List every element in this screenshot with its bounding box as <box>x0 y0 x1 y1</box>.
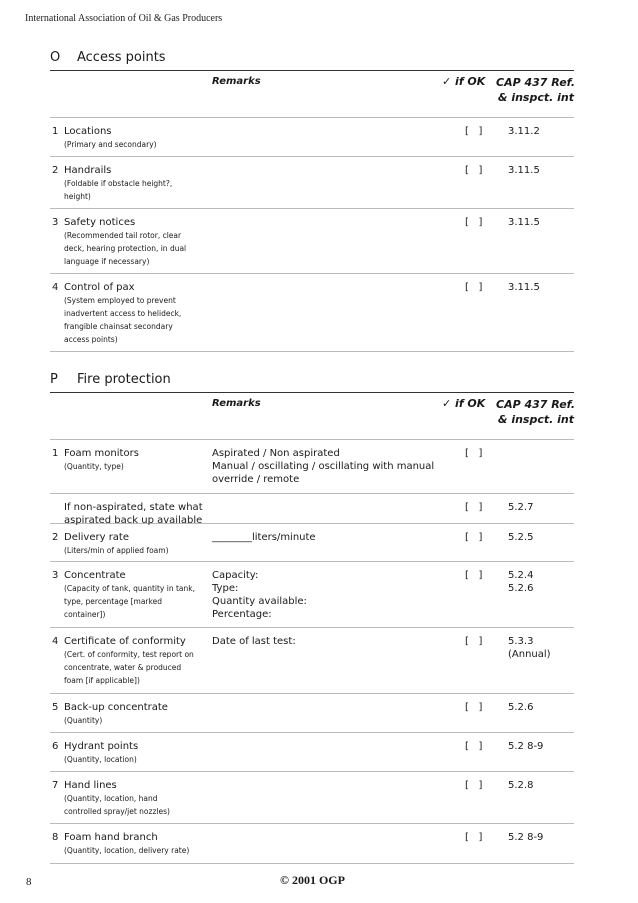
ok-checkbox[interactable]: [ ] <box>465 502 483 513</box>
section-name: Access points <box>77 50 166 65</box>
checklist-row <box>50 157 574 209</box>
section-name: Fire protection <box>77 372 171 387</box>
section-access-points <box>50 50 574 352</box>
header-ok: ✓ if OK <box>442 397 486 410</box>
description-line: container]) <box>64 610 106 619</box>
reference-line: 3.11.5 <box>508 217 540 228</box>
description-line: (System employed to prevent <box>64 296 176 305</box>
remarks-line: Percentage: <box>212 609 272 620</box>
row-description <box>64 844 212 857</box>
description-line: (Quantity, location, hand <box>64 794 158 803</box>
row-description <box>64 177 212 203</box>
row-item: Hand lines <box>64 780 117 791</box>
description-line: type, percentage [marked <box>64 597 162 606</box>
header-ref-line1: CAP 437 Ref. <box>496 76 576 89</box>
cap-reference <box>508 635 574 661</box>
cap-reference <box>508 831 574 844</box>
copyright: © 2001 OGP <box>280 873 345 887</box>
checklist-row <box>50 440 574 494</box>
row-item: Foam hand branch <box>64 832 158 843</box>
cap-reference <box>508 531 574 544</box>
org-header: International Association of Oil & Gas Producers <box>25 13 223 24</box>
cap-reference <box>508 569 574 595</box>
row-item: Control of pax <box>64 282 135 293</box>
checklist-row <box>50 733 574 772</box>
description-line: inadvertent access to helideck, <box>64 309 182 318</box>
row-description <box>64 544 212 557</box>
header-cap-ref <box>496 75 574 105</box>
section-title <box>50 372 574 392</box>
description-line: (Liters/min of applied foam) <box>64 546 169 555</box>
reference-line: (Annual) <box>508 649 551 660</box>
header-ref-line2: & inspct. int <box>497 413 574 426</box>
description-line: (Recommended tail rotor, clear <box>64 231 182 240</box>
column-header <box>50 70 574 118</box>
row-number: 2 <box>52 165 59 176</box>
cap-reference <box>508 216 574 229</box>
checklist-row <box>50 209 574 274</box>
checklist-row <box>50 562 574 628</box>
ok-checkbox[interactable]: [ ] <box>465 282 483 293</box>
description-line: frangible chainsat secondary <box>64 322 173 331</box>
description-line: (Cert. of conformity, test report on <box>64 650 194 659</box>
row-item: Handrails <box>64 165 112 176</box>
remarks-line: ________liters/minute <box>212 532 316 543</box>
reference-line: 3.11.5 <box>508 282 540 293</box>
description-line: (Quantity, type) <box>64 462 124 471</box>
header-ref-line1: CAP 437 Ref. <box>496 398 576 411</box>
row-number: 4 <box>52 282 59 293</box>
reference-line: 5.3.3 <box>508 636 534 647</box>
reference-line: 5.2.6 <box>508 702 534 713</box>
checklist-row <box>50 694 574 733</box>
row-description <box>64 714 212 727</box>
row-item: If non-aspirated, state what aspirated back up available <box>64 502 203 526</box>
ok-checkbox[interactable]: [ ] <box>465 165 483 176</box>
description-line: (Capacity of tank, quantity in tank, <box>64 584 195 593</box>
checklist-row <box>50 274 574 352</box>
row-number: 4 <box>52 636 59 647</box>
row-remarks <box>212 531 442 544</box>
description-line: concentrate, water & produced <box>64 663 182 672</box>
row-number: 1 <box>52 448 59 459</box>
reference-line: 5.2 8-9 <box>508 741 544 752</box>
reference-line: 5.2.4 <box>508 570 534 581</box>
row-number: 3 <box>52 217 59 228</box>
section-fire-protection <box>50 372 574 864</box>
checklist-row <box>50 494 574 524</box>
header-ok: ✓ if OK <box>442 75 486 88</box>
row-item: Hydrant points <box>64 741 139 752</box>
reference-line: 5.2.6 <box>508 583 534 594</box>
section-letter: O <box>50 50 61 65</box>
ok-checkbox[interactable]: [ ] <box>465 448 483 459</box>
ok-checkbox[interactable]: [ ] <box>465 780 483 791</box>
remarks-line: override / remote <box>212 474 300 485</box>
row-description <box>64 648 212 687</box>
row-number: 8 <box>52 832 59 843</box>
ok-checkbox[interactable]: [ ] <box>465 532 483 543</box>
remarks-line: Manual / oscillating / oscillating with manual <box>212 461 435 472</box>
ok-checkbox[interactable]: [ ] <box>465 832 483 843</box>
header-remarks: Remarks <box>212 76 261 87</box>
row-number: 5 <box>52 702 59 713</box>
ok-checkbox[interactable]: [ ] <box>465 126 483 137</box>
remarks-line: Type: <box>212 583 239 594</box>
row-description <box>64 294 212 346</box>
checklist-row <box>50 524 574 562</box>
page-number: 8 <box>26 876 32 888</box>
column-header <box>50 392 574 440</box>
cap-reference <box>508 701 574 714</box>
row-remarks <box>212 447 442 486</box>
description-line: language if necessary) <box>64 257 150 266</box>
cap-reference <box>508 125 574 138</box>
description-line: (Quantity, location) <box>64 755 137 764</box>
row-number: 6 <box>52 741 59 752</box>
row-description <box>64 229 212 268</box>
row-description <box>64 460 212 473</box>
description-line: (Quantity) <box>64 716 103 725</box>
row-item: Back-up concentrate <box>64 702 168 713</box>
row-item: Safety notices <box>64 217 136 228</box>
description-line: access points) <box>64 335 118 344</box>
ok-checkbox[interactable]: [ ] <box>465 217 483 228</box>
checklist-row <box>50 824 574 864</box>
row-item: Delivery rate <box>64 532 129 543</box>
remarks-line: Aspirated / Non aspirated <box>212 448 340 459</box>
row-description <box>64 753 212 766</box>
row-item: Locations <box>64 126 112 137</box>
reference-line: 3.11.5 <box>508 165 540 176</box>
header-cap-ref <box>496 397 574 427</box>
description-line: controlled spray/jet nozzles) <box>64 807 170 816</box>
checklist-row <box>50 772 574 824</box>
header-ref-line2: & inspct. int <box>497 91 574 104</box>
remarks-line: Date of last test: <box>212 636 296 647</box>
cap-reference <box>508 281 574 294</box>
description-line: deck, hearing protection, in dual <box>64 244 187 253</box>
reference-line: 3.11.2 <box>508 126 540 137</box>
description-line: (Foldable if obstacle height?, <box>64 179 173 188</box>
row-description <box>64 582 212 621</box>
checklist-row <box>50 118 574 157</box>
ok-checkbox[interactable]: [ ] <box>465 636 483 647</box>
remarks-line: Quantity available: <box>212 596 307 607</box>
row-number: 1 <box>52 126 59 137</box>
ok-checkbox[interactable]: [ ] <box>465 741 483 752</box>
row-description <box>64 138 212 151</box>
cap-reference <box>508 779 574 792</box>
section-title <box>50 50 574 70</box>
description-line: (Primary and secondary) <box>64 140 157 149</box>
row-item: Certificate of conformity <box>64 636 186 647</box>
row-number: 2 <box>52 532 59 543</box>
description-line: height) <box>64 192 91 201</box>
ok-checkbox[interactable]: [ ] <box>465 570 483 581</box>
cap-reference <box>508 501 574 514</box>
row-remarks <box>212 569 442 621</box>
row-remarks <box>212 635 442 648</box>
cap-reference <box>508 164 574 177</box>
row-item: Foam monitors <box>64 448 139 459</box>
header-remarks: Remarks <box>212 398 261 409</box>
reference-line: 5.2.7 <box>508 502 534 513</box>
row-number: 3 <box>52 570 59 581</box>
reference-line: 5.2.5 <box>508 532 534 543</box>
ok-checkbox[interactable]: [ ] <box>465 702 483 713</box>
row-item: Concentrate <box>64 570 126 581</box>
remarks-line: Capacity: <box>212 570 259 581</box>
row-number: 7 <box>52 780 59 791</box>
reference-line: 5.2.8 <box>508 780 534 791</box>
description-line: (Quantity, location, delivery rate) <box>64 846 190 855</box>
description-line: foam [if applicable]) <box>64 676 140 685</box>
cap-reference <box>508 740 574 753</box>
checklist-row <box>50 628 574 694</box>
section-letter: P <box>50 372 58 387</box>
row-description <box>64 792 212 818</box>
reference-line: 5.2 8-9 <box>508 832 544 843</box>
